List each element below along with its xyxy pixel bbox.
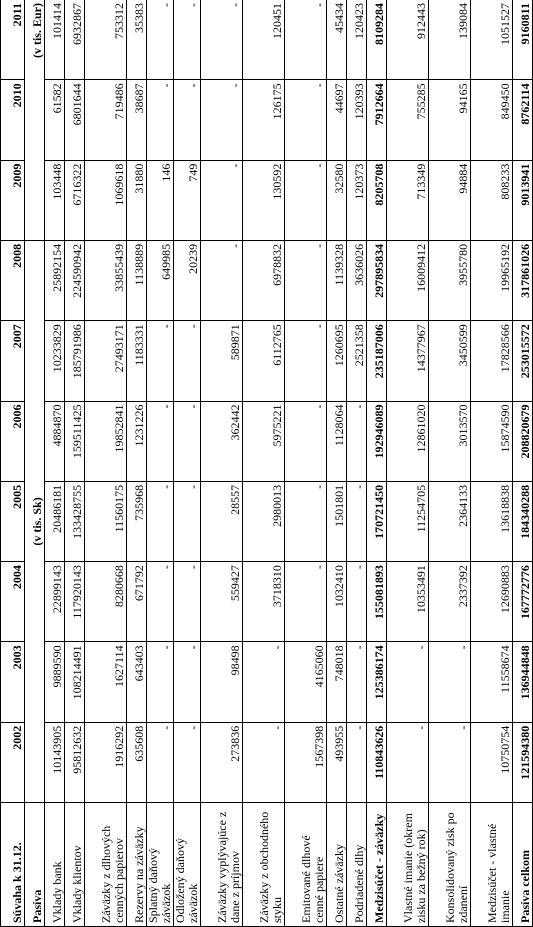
year-header: 2004 xyxy=(1,562,25,642)
value-cell: - xyxy=(347,722,367,802)
value-cell: 120393 xyxy=(347,80,367,160)
year-header: 2002 xyxy=(1,722,25,802)
value-cell: - xyxy=(147,321,174,401)
value-cell: 12690883 xyxy=(471,562,513,642)
row-label: Splatný daňový záväzok xyxy=(147,803,174,927)
value-cell: - xyxy=(347,401,367,481)
year-header: 2007 xyxy=(1,321,25,401)
value-cell: 235187006 xyxy=(367,321,387,401)
value-cell: 35383 xyxy=(127,0,147,80)
value-cell: 749 xyxy=(174,160,201,240)
value-cell: 1916292 xyxy=(85,722,127,802)
year-header: 2006 xyxy=(1,401,25,481)
table-row xyxy=(367,0,387,927)
row-label: Pasíva celkom xyxy=(513,803,533,927)
value-cell: 849450 xyxy=(471,80,513,160)
table-row xyxy=(201,0,243,927)
value-cell: - xyxy=(201,160,243,240)
value-cell: 808233 xyxy=(471,160,513,240)
value-cell: 14377967 xyxy=(387,321,429,401)
row-label: Rezervy na záväzky xyxy=(127,803,147,927)
value-cell: 8280668 xyxy=(85,562,127,642)
value-cell: - xyxy=(174,0,201,80)
value-cell: - xyxy=(201,80,243,160)
value-cell: 208820679 xyxy=(513,401,533,481)
value-cell: 13618838 xyxy=(471,481,513,561)
value-cell: 17828566 xyxy=(471,321,513,401)
value-cell: 120373 xyxy=(347,160,367,240)
value-cell: 20239 xyxy=(174,240,201,320)
table-row xyxy=(327,0,347,927)
value-cell: 110843626 xyxy=(367,722,387,802)
value-cell: - xyxy=(285,401,327,481)
table-row xyxy=(127,0,147,927)
value-cell: 4165060 xyxy=(285,642,327,722)
value-cell: 1069618 xyxy=(85,160,127,240)
value-cell: 6112765 xyxy=(243,321,285,401)
value-cell: 11558674 xyxy=(471,642,513,722)
header-row xyxy=(1,0,25,927)
value-cell: 170721450 xyxy=(367,481,387,561)
value-cell: - xyxy=(201,0,243,80)
section-label: Pasíva xyxy=(25,803,45,927)
unit-sk-label: (v tis. Sk) xyxy=(25,240,45,802)
value-cell: 101414 xyxy=(45,0,65,80)
value-cell: 95812632 xyxy=(65,722,85,802)
value-cell: - xyxy=(429,642,471,722)
year-header: 2005 xyxy=(1,481,25,561)
value-cell: 61582 xyxy=(45,80,65,160)
value-cell: 103448 xyxy=(45,160,65,240)
value-cell: 94884 xyxy=(429,160,471,240)
row-label: Záväzky z obchodného styku xyxy=(243,803,285,927)
value-cell: 719486 xyxy=(85,80,127,160)
value-cell: 317861026 xyxy=(513,240,533,320)
value-cell: - xyxy=(147,0,174,80)
value-cell: - xyxy=(285,321,327,401)
value-cell: 185791986 xyxy=(65,321,85,401)
value-cell: 4884870 xyxy=(45,401,65,481)
table-row xyxy=(65,0,85,927)
value-cell: 1032410 xyxy=(327,562,347,642)
value-cell: 735968 xyxy=(127,481,147,561)
value-cell: - xyxy=(147,642,174,722)
value-cell: 559427 xyxy=(201,562,243,642)
value-cell: - xyxy=(387,722,429,802)
value-cell: - xyxy=(387,642,429,722)
table-row xyxy=(387,0,429,927)
value-cell: 32580 xyxy=(327,160,347,240)
value-cell: 6978832 xyxy=(243,240,285,320)
value-cell: - xyxy=(147,481,174,561)
value-cell: 671792 xyxy=(127,562,147,642)
value-cell: 635608 xyxy=(127,722,147,802)
value-cell: 748018 xyxy=(327,642,347,722)
value-cell: 2980013 xyxy=(243,481,285,561)
value-cell: 1501801 xyxy=(327,481,347,561)
value-cell: - xyxy=(174,562,201,642)
value-cell: 19965192 xyxy=(471,240,513,320)
value-cell: 755285 xyxy=(387,80,429,160)
table-row xyxy=(147,0,174,927)
value-cell: 28557 xyxy=(201,481,243,561)
value-cell: 98498 xyxy=(201,642,243,722)
value-cell: 11560175 xyxy=(85,481,127,561)
value-cell: 184340288 xyxy=(513,481,533,561)
value-cell: - xyxy=(174,401,201,481)
value-cell: - xyxy=(147,401,174,481)
value-cell: 19852841 xyxy=(85,401,127,481)
value-cell: 38687 xyxy=(127,80,147,160)
value-cell: 753312 xyxy=(85,0,127,80)
row-label: Emitované dlhové cenné papiere xyxy=(285,803,327,927)
value-cell: 130592 xyxy=(243,160,285,240)
table-body xyxy=(1,0,533,927)
value-cell: 108214491 xyxy=(65,642,85,722)
value-cell: 3955780 xyxy=(429,240,471,320)
value-cell: 3013570 xyxy=(429,401,471,481)
table-row xyxy=(45,0,65,927)
value-cell: - xyxy=(201,240,243,320)
value-cell: 6932867 xyxy=(65,0,85,80)
value-cell: 1231226 xyxy=(127,401,147,481)
value-cell: - xyxy=(243,722,285,802)
value-cell: 8205708 xyxy=(367,160,387,240)
value-cell: - xyxy=(174,481,201,561)
row-label: Záväzky z dlhových cenných papierov xyxy=(85,803,127,927)
value-cell: 2337392 xyxy=(429,562,471,642)
value-cell: 167772776 xyxy=(513,562,533,642)
value-cell: - xyxy=(285,481,327,561)
value-cell: 9013941 xyxy=(513,160,533,240)
row-label: Ostatné záväzky xyxy=(327,803,347,927)
value-cell: - xyxy=(147,80,174,160)
value-cell: 12861020 xyxy=(387,401,429,481)
value-cell: 589871 xyxy=(201,321,243,401)
value-cell: 649985 xyxy=(147,240,174,320)
value-cell: 22899143 xyxy=(45,562,65,642)
value-cell: 713349 xyxy=(387,160,429,240)
value-cell: 224590942 xyxy=(65,240,85,320)
value-cell: 94165 xyxy=(429,80,471,160)
table-row xyxy=(174,0,201,927)
value-cell: 9160811 xyxy=(513,0,533,80)
value-cell: 27493171 xyxy=(85,321,127,401)
value-cell: 25892154 xyxy=(45,240,65,320)
value-cell: - xyxy=(285,80,327,160)
row-label: Medzisúčet - záväzky xyxy=(367,803,387,927)
value-cell: 139084 xyxy=(429,0,471,80)
value-cell: 3636026 xyxy=(347,240,367,320)
value-cell: 912443 xyxy=(387,0,429,80)
value-cell: 11254705 xyxy=(387,481,429,561)
value-cell: 2364133 xyxy=(429,481,471,561)
value-cell: - xyxy=(243,642,285,722)
value-cell: - xyxy=(285,160,327,240)
value-cell: 33855439 xyxy=(85,240,127,320)
value-cell: 643403 xyxy=(127,642,147,722)
value-cell: 493955 xyxy=(327,722,347,802)
value-cell: 20486181 xyxy=(45,481,65,561)
unit-eur-label: (v tis. Eur) xyxy=(25,0,45,240)
value-cell: - xyxy=(347,562,367,642)
table-row xyxy=(347,0,367,927)
value-cell: 7912664 xyxy=(367,80,387,160)
row-label: Záväzky vyplývajúce z dane z príjmov xyxy=(201,803,243,927)
value-cell: - xyxy=(347,481,367,561)
value-cell: 1051527 xyxy=(471,0,513,80)
value-cell: 136944848 xyxy=(513,642,533,722)
value-cell: 31880 xyxy=(127,160,147,240)
value-cell: 1128064 xyxy=(327,401,347,481)
value-cell: - xyxy=(347,642,367,722)
value-cell: 1627114 xyxy=(85,642,127,722)
value-cell: 3718310 xyxy=(243,562,285,642)
table-title: Súvaha k 31.12. xyxy=(1,803,25,927)
row-label: Odložený daňový záväzok xyxy=(174,803,201,927)
value-cell: 1183331 xyxy=(127,321,147,401)
value-cell: 5975221 xyxy=(243,401,285,481)
value-cell: 146 xyxy=(147,160,174,240)
value-cell: 1138889 xyxy=(127,240,147,320)
value-cell: 44697 xyxy=(327,80,347,160)
value-cell: 10353491 xyxy=(387,562,429,642)
value-cell: 3450599 xyxy=(429,321,471,401)
row-label: Podriadené dlhy xyxy=(347,803,367,927)
value-cell: 16009412 xyxy=(387,240,429,320)
value-cell: 10143905 xyxy=(45,722,65,802)
value-cell: - xyxy=(285,562,327,642)
year-header: 2011 xyxy=(1,0,25,80)
year-header: 2009 xyxy=(1,160,25,240)
table-row xyxy=(471,0,513,927)
value-cell: 155081893 xyxy=(367,562,387,642)
value-cell: 273836 xyxy=(201,722,243,802)
value-cell: - xyxy=(174,321,201,401)
value-cell: - xyxy=(285,240,327,320)
value-cell: 8762114 xyxy=(513,80,533,160)
value-cell: 362442 xyxy=(201,401,243,481)
value-cell: 1139328 xyxy=(327,240,347,320)
value-cell: 6801644 xyxy=(65,80,85,160)
value-cell: 121594380 xyxy=(513,722,533,802)
value-cell: 297895834 xyxy=(367,240,387,320)
value-cell: - xyxy=(174,722,201,802)
value-cell: 117920143 xyxy=(65,562,85,642)
row-label: Vklady bank xyxy=(45,803,65,927)
value-cell: 192946089 xyxy=(367,401,387,481)
table-row xyxy=(429,0,471,927)
row-label: Vklady klientov xyxy=(65,803,85,927)
value-cell: - xyxy=(174,642,201,722)
value-cell: 2521358 xyxy=(347,321,367,401)
value-cell: 1567398 xyxy=(285,722,327,802)
value-cell: - xyxy=(429,722,471,802)
year-header: 2003 xyxy=(1,642,25,722)
value-cell: 133428755 xyxy=(65,481,85,561)
table-row xyxy=(285,0,327,927)
value-cell: - xyxy=(285,0,327,80)
year-header: 2008 xyxy=(1,240,25,320)
value-cell: 10750754 xyxy=(471,722,513,802)
value-cell: 10233829 xyxy=(45,321,65,401)
table-row xyxy=(513,0,533,927)
row-label: Konsolidovaný zisk po zdanení xyxy=(429,803,471,927)
value-cell: 45434 xyxy=(327,0,347,80)
value-cell: 125386174 xyxy=(367,642,387,722)
value-cell: 9889590 xyxy=(45,642,65,722)
value-cell: - xyxy=(147,722,174,802)
value-cell: 126175 xyxy=(243,80,285,160)
value-cell: - xyxy=(174,80,201,160)
value-cell: 6716322 xyxy=(65,160,85,240)
value-cell: 15874590 xyxy=(471,401,513,481)
value-cell: 1260695 xyxy=(327,321,347,401)
value-cell: - xyxy=(147,562,174,642)
row-label: Vlastné imanie (okrem zisku za bežný rok) xyxy=(387,803,429,927)
value-cell: 120451 xyxy=(243,0,285,80)
year-header: 2010 xyxy=(1,80,25,160)
value-cell: 120423 xyxy=(347,0,367,80)
value-cell: 159511425 xyxy=(65,401,85,481)
table-row xyxy=(243,0,285,927)
row-label: Medzisúčet - vlastné imanie xyxy=(471,803,513,927)
section-row xyxy=(25,0,45,927)
table-row xyxy=(85,0,127,927)
value-cell: 253015572 xyxy=(513,321,533,401)
value-cell: 8109284 xyxy=(367,0,387,80)
